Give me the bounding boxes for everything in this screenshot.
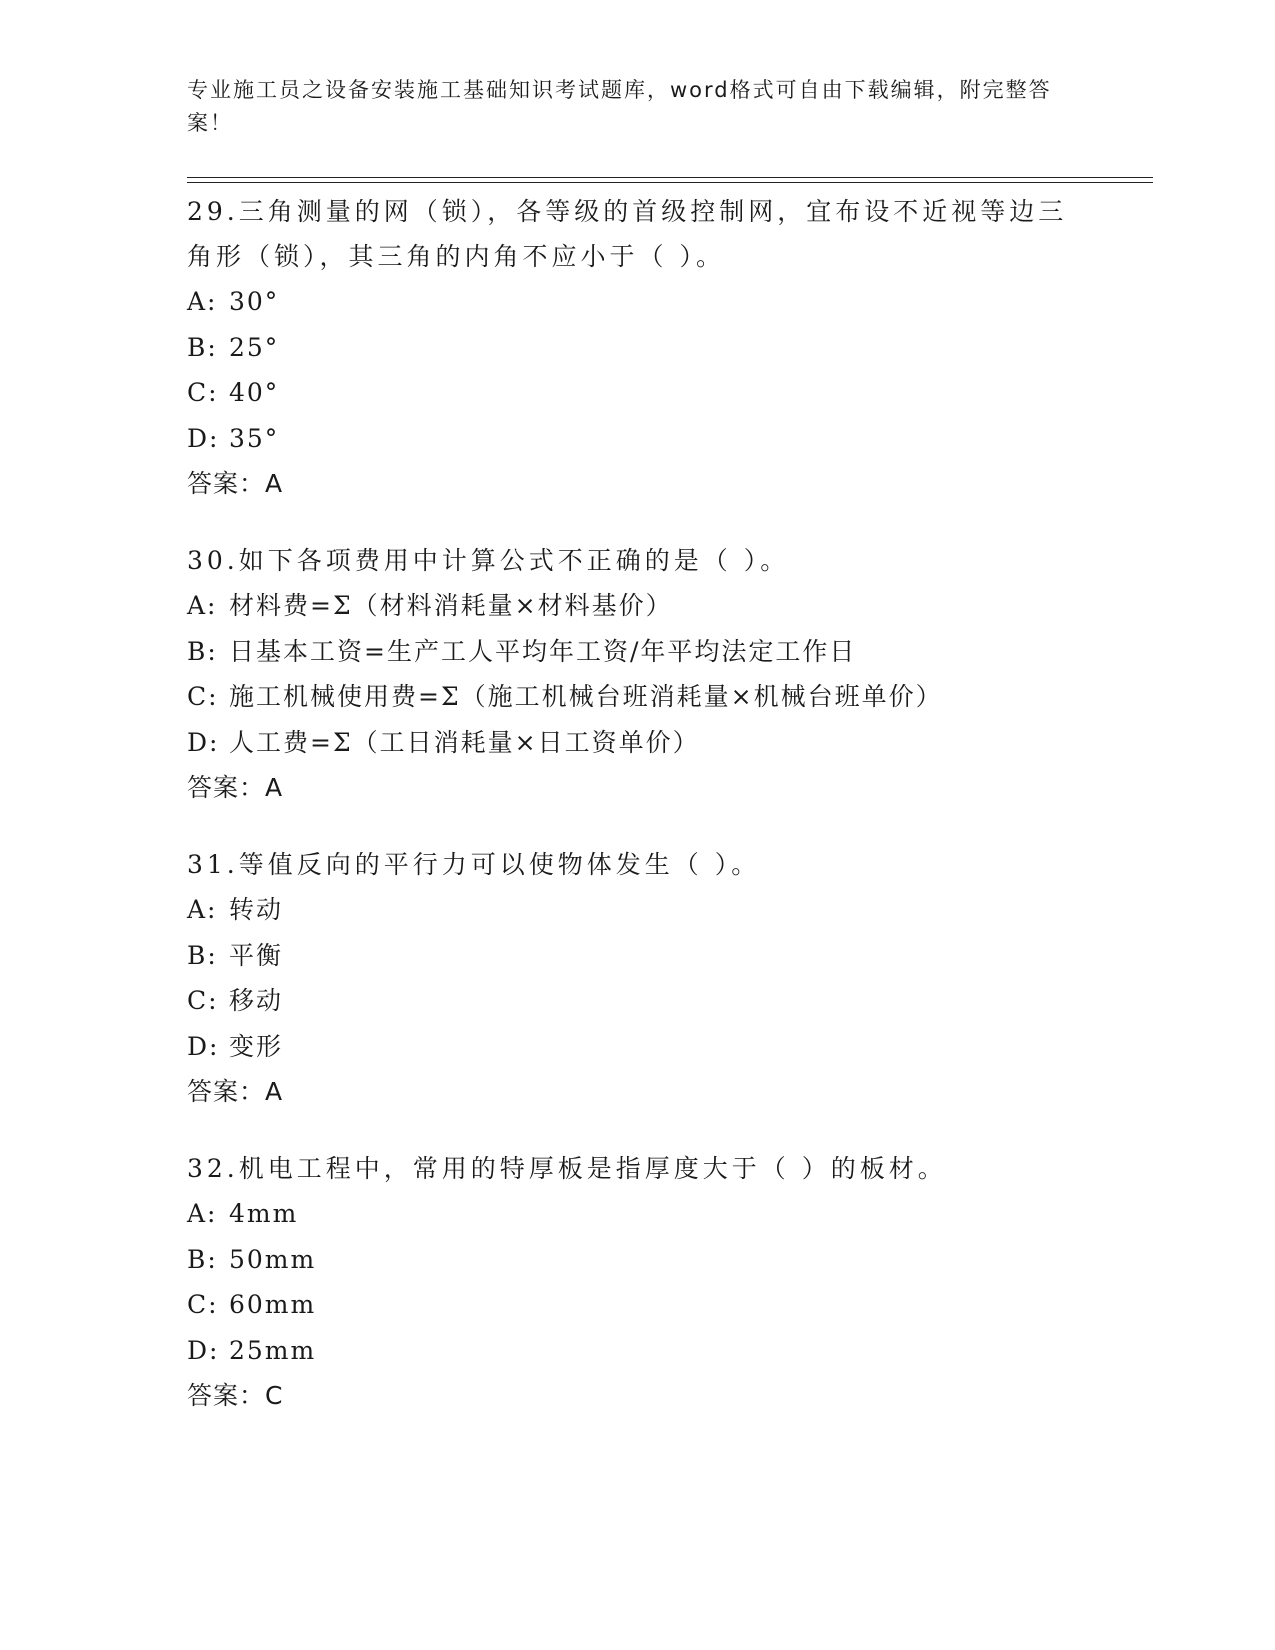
option-label: B:	[187, 940, 218, 970]
option-text: 变形	[229, 1031, 284, 1061]
option-c	[187, 370, 1087, 416]
page-header	[187, 74, 1067, 140]
question-29	[187, 189, 1087, 506]
answer-line: 答案：A	[187, 469, 284, 498]
question-stem: 29.三角测量的网（锁），各等级的首级控制网，宜布设不近视等边三角形（锁），其三角的内角不应小于（ ）。	[187, 197, 1068, 271]
option-d	[187, 720, 1087, 766]
option-b	[187, 1237, 1087, 1283]
question-32	[187, 1146, 1087, 1418]
question-31	[187, 842, 1087, 1114]
header-divider-top	[187, 177, 1153, 178]
option-text: 转动	[229, 895, 284, 924]
option-text: 人工费=Σ（工日消耗量×日工资单价）	[229, 727, 700, 757]
option-d	[187, 1024, 1087, 1070]
option-b	[187, 325, 1087, 371]
option-label: C:	[187, 986, 219, 1015]
option-a	[187, 279, 1087, 325]
question-list	[187, 189, 1087, 1450]
option-text: 40°	[229, 378, 280, 407]
answer-line: 答案：A	[187, 773, 284, 802]
question-stem: 30.如下各项费用中计算公式不正确的是（ ）。	[187, 546, 790, 575]
option-c	[187, 1282, 1087, 1328]
option-text: 35°	[229, 423, 280, 453]
option-c	[187, 674, 1087, 720]
question-30	[187, 538, 1087, 810]
option-label: D:	[187, 1031, 220, 1061]
option-label: C:	[187, 378, 219, 407]
option-label: A:	[187, 895, 218, 924]
option-c	[187, 978, 1087, 1024]
option-d	[187, 416, 1087, 462]
option-label: C:	[187, 682, 219, 711]
option-a	[187, 1191, 1087, 1237]
option-label: A:	[187, 287, 218, 316]
option-label: B:	[187, 1244, 218, 1274]
option-text: 50mm	[229, 1244, 317, 1274]
answer-line: 答案：A	[187, 1077, 284, 1106]
option-text: 25°	[229, 332, 280, 362]
option-a	[187, 583, 1087, 629]
option-label: A:	[187, 591, 218, 620]
answer-line: 答案：C	[187, 1381, 284, 1410]
option-text: 25mm	[229, 1335, 317, 1365]
option-label: C:	[187, 1290, 219, 1319]
option-d	[187, 1328, 1087, 1374]
option-b	[187, 933, 1087, 979]
option-text: 施工机械使用费=Σ（施工机械台班消耗量×机械台班单价）	[229, 682, 943, 711]
option-text: 4mm	[229, 1199, 299, 1228]
option-text: 30°	[229, 287, 280, 316]
option-label: D:	[187, 1335, 220, 1365]
option-a	[187, 887, 1087, 933]
option-text: 材料费=Σ（材料消耗量×材料基价）	[229, 591, 673, 620]
header-divider-bottom	[187, 182, 1153, 183]
question-stem: 32.机电工程中，常用的特厚板是指厚度大于（ ）的板材。	[187, 1154, 947, 1183]
question-stem: 31.等值反向的平行力可以使物体发生（ ）。	[187, 850, 761, 879]
option-label: B:	[187, 332, 218, 362]
header-text: 专业施工员之设备安装施工基础知识考试题库，word格式可自由下载编辑，附完整答案！	[187, 78, 1052, 135]
option-label: D:	[187, 423, 220, 453]
option-text: 移动	[229, 986, 284, 1015]
option-b	[187, 629, 1087, 675]
option-label: B:	[187, 636, 218, 666]
option-label: A:	[187, 1199, 218, 1228]
option-text: 60mm	[229, 1290, 317, 1319]
option-text: 平衡	[229, 940, 284, 970]
option-label: D:	[187, 727, 220, 757]
option-text: 日基本工资=生产工人平均年工资/年平均法定工作日	[229, 636, 857, 666]
